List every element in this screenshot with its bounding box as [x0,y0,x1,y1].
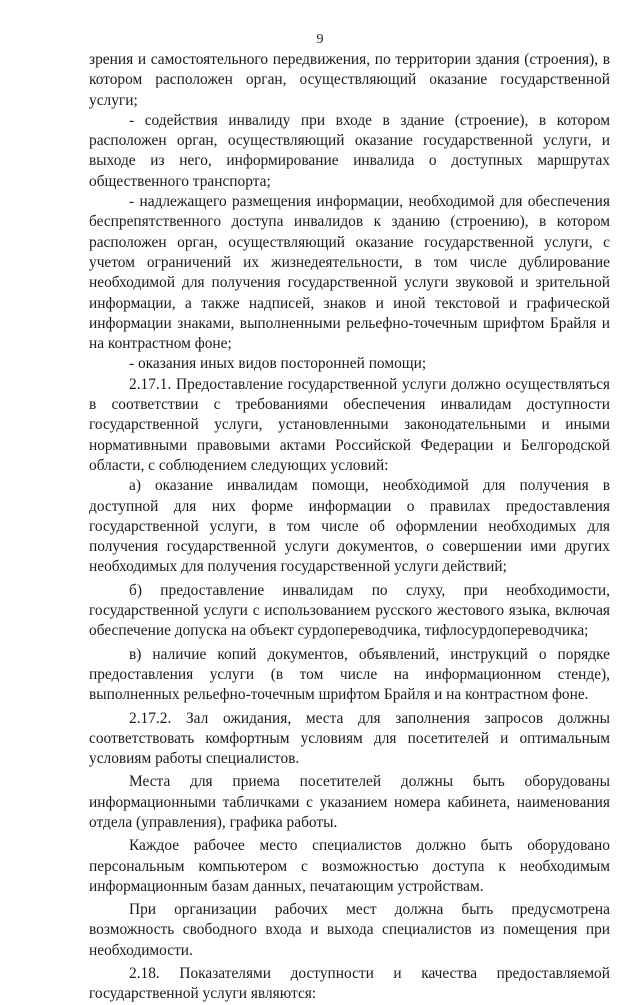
paragraph-reception-places: Места для приема посетителей должны быть оборудованы информационными табличками с указанием номера кабинета, наименования отдела (управления), графика работы. [89,773,610,831]
paragraph-item-b: б) предоставление инвалидам по слуху, при необходимости, государственной услуги с использованием русского жестового языка, включая обеспечение допуска на объект сурдопереводчика, тифлосурдопереводчика; [89,581,610,640]
paragraph-information-placement: - надлежащего размещения информации, необходимой для обеспечения беспрепятственного доступа инвалидов к зданию (строению), в котором расположен орган, осуществляющий оказание государственной услуги, с учетом ограничений их жизнедеятельности, в том числе дублирование необходимой для получения государственной услуги звуковой и зрительной информации, а также надписей, знаков и иной текстовой и графической информации знаками, выполненными рельефно-точечным шрифтом Брайля и на контрастном фоне; [89,193,610,353]
page-number: 9 [316,32,324,47]
paragraph-2-17-1: 2.17.1. Предоставление государственной услуги должно осуществляться в соответствии с требованиями обеспечения инвалидам доступности государственной услуги, установленными законодательными и иными нормативными правовыми актами Российской Федерации и Белгородской области, с соблюдением следующих условий: [89,375,610,474]
paragraph-workplace-equipment: Каждое рабочее место специалистов должно быть оборудовано персональным компьютером с возможностью доступа к необходимым информационным базам данных, печатающим устройствам. [89,837,610,895]
paragraph-item-v: в) наличие копий документов, объявлений, инструкций о порядке предоставления услуги (в том числе на информационном стенде), выполненных рельефно-точечным шрифтом Брайля и на контрастном фоне. [89,645,610,704]
paragraph-entrance-assistance: - содействия инвалиду при входе в здание (строение), в котором расположен орган, осуществляющий оказание государственной услуги, и выходе из него, информирование инвалида о доступных маршрутах общественного транспорта; [89,111,610,190]
paragraph-other-assistance: - оказания иных видов посторонней помощи; [129,355,427,373]
paragraph-workplace-organization: При организации рабочих мест должна быть предусмотрена возможность свободного входа и выхода специалистов из помещения при необходимости. [89,901,610,959]
paragraph-item-a: а) оказание инвалидам помощи, необходимой для получения в доступной для них форме информации о правилах предоставления государственной услуги, в том числе об оформлении необходимых для получения государственной услуги документов, о совершении ими других необходимых для получения государственной услуги действий; [89,477,610,576]
document-body [89,50,610,1005]
paragraph-2-17-2: 2.17.2. Зал ожидания, места для заполнения запросов должны соответствовать комфортным условиям для посетителей и оптимальным условиям работы специалистов. [89,709,610,768]
paragraph-continuation: зрения и самостоятельного передвижения, по территории здания (строения), в котором расположен орган, осуществляющий оказание государственной услуги; [89,51,610,109]
paragraph-2-18: 2.18. Показателями доступности и качества предоставляемой государственной услуги являются: [89,965,610,1003]
